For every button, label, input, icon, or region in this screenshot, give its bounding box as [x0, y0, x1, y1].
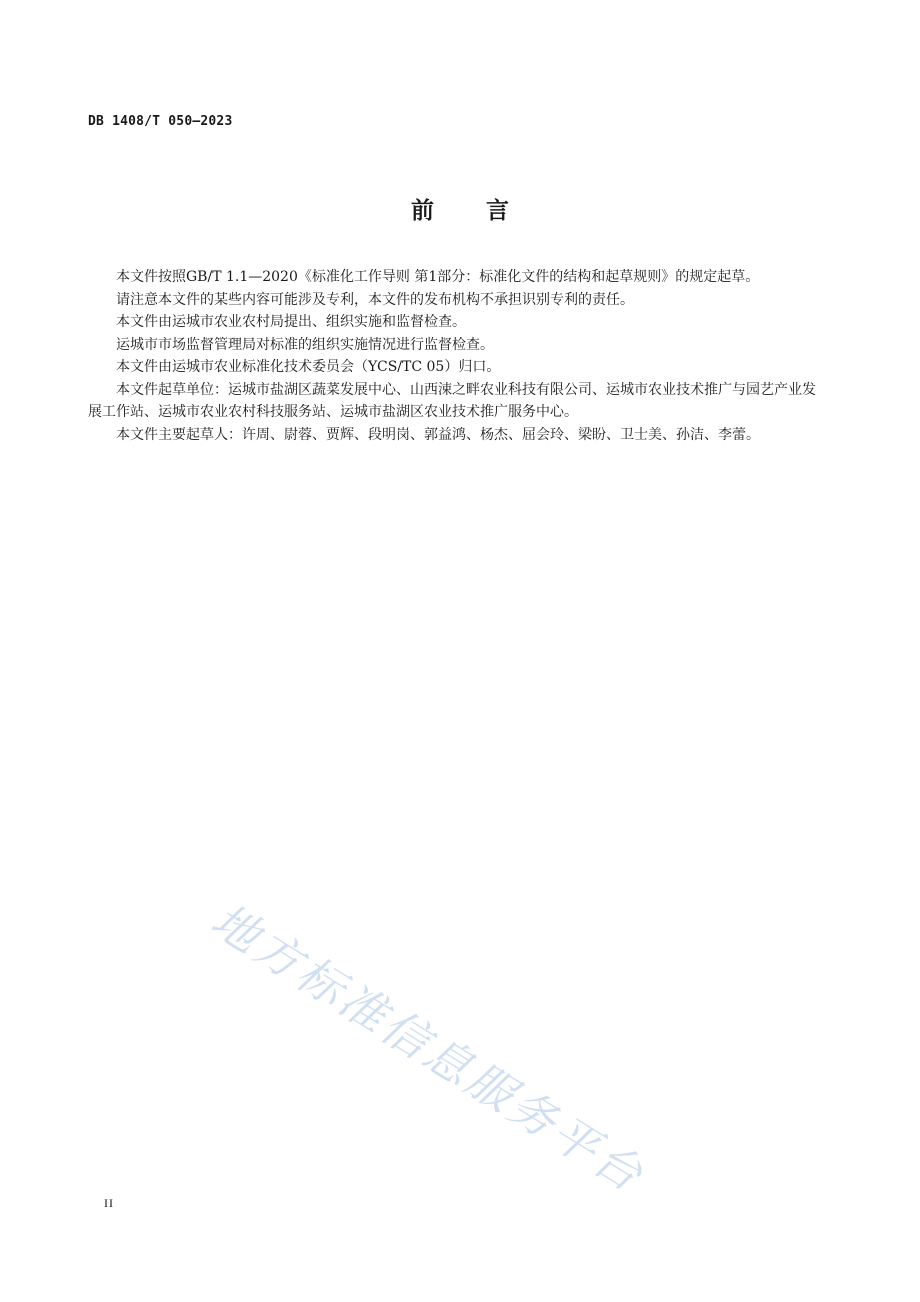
paragraph-patent-notice: 请注意本文件的某些内容可能涉及专利，本文件的发布机构不承担识别专利的责任。 — [116, 291, 634, 308]
paragraph-drafting-units: 本文件起草单位：运城市盐湖区蔬菜发展中心、山西涑之畔农业科技有限公司、运城市农业技术推广与园艺产业发展工作站、运城市农业农村科技服务站、运城市盐湖区农业技术推广服务中心。 — [88, 381, 816, 420]
paragraph-standard-basis: 本文件按照GB/T 1.1—2020《标准化工作导则 第1部分：标准化文件的结构和起草规则》的规定起草。 — [116, 269, 760, 285]
page-title: 前 言 — [410, 198, 531, 224]
foreword-body — [88, 266, 816, 446]
document-code: DB 1408/T 050—2023 — [88, 114, 233, 129]
paragraph-proposer: 本文件由运城市农业农村局提出、组织实施和监督检查。 — [116, 314, 466, 330]
paragraph-committee: 本文件由运城市农业标准化技术委员会（YCS/TC 05）归口。 — [116, 359, 501, 375]
paragraph-drafters: 本文件主要起草人：许周、尉蓉、贾辉、段明岗、郭益鸿、杨杰、屈会玲、梁盼、卫士美、孙洁、李蕾。 — [116, 426, 760, 443]
page-number: II — [104, 1196, 114, 1210]
paragraph-supervision: 运城市市场监督管理局对标准的组织实施情况进行监督检查。 — [116, 336, 494, 353]
watermark: 地方标准信息服务平台 — [202, 892, 655, 1204]
